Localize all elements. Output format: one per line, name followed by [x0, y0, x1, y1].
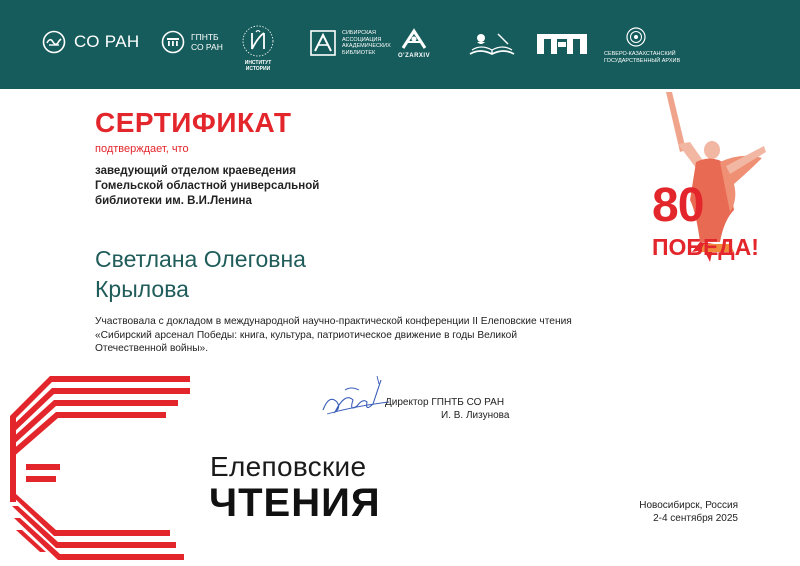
institute-logo-text — [245, 60, 272, 72]
soran-emblem-icon — [42, 30, 66, 54]
certificate-body-text — [95, 315, 695, 356]
victory-80-number: 80 — [652, 179, 704, 232]
director-block — [385, 396, 545, 422]
event-title-line-2: ЧТЕНИЯ — [209, 481, 381, 525]
certificate-subtitle: подтверждает, что — [95, 143, 189, 155]
gpntb-emblem-icon — [161, 30, 185, 54]
gpntb-logo — [161, 30, 223, 54]
position-line-3: библиотеки им. В.И.Ленина — [95, 195, 252, 207]
book-logo — [468, 30, 516, 58]
recipient-name-line-2: Крылова — [95, 276, 189, 302]
institute-history-logo — [238, 24, 278, 72]
kazakhstan-archive-text: СЕВЕРО-КАЗАХСТАНСКИЙ ГОСУДАРСТВЕННЫЙ АРХИВ — [604, 51, 681, 64]
gpntb-logo-text-2: СО РАН — [191, 42, 223, 52]
ozarxiv-emblem-icon — [399, 28, 429, 52]
event-place: Новосибирск, Россия — [639, 500, 738, 511]
recipient-name-line-1: Светлана Олеговна — [95, 246, 306, 272]
position-line-1: заведующий отделом краеведения — [95, 165, 296, 177]
siberian-association-text: СИБИРСКАЯ АССОЦИАЦИЯ АКАДЕМИЧЕСКИХ БИБЛИОТЕК — [342, 30, 391, 56]
mm-logo — [537, 34, 587, 54]
position-line-2: Гомельской областной универсальной — [95, 180, 320, 192]
director-title: Директор ГПНТБ СО РАН — [385, 397, 505, 408]
institute-emblem-icon — [238, 24, 278, 58]
open-book-icon — [468, 30, 516, 58]
ozarxiv-logo — [398, 28, 430, 59]
event-dates: 2-4 сентября 2025 — [653, 513, 738, 524]
body-line-2: «Сибирский арсенал Победы: книга, культура, патриотическое движение в годы Великой — [95, 329, 518, 341]
body-line-1: Участвовала с докладом в международной научно-практической конференции II Елеповские чтения — [95, 316, 572, 327]
soran-logo — [42, 30, 139, 54]
recipient-position — [95, 164, 395, 209]
institute-logo-text-1: ИНСТИТУТ — [244, 60, 272, 66]
siberian-association-logo — [310, 30, 402, 56]
recipient-name — [95, 244, 435, 304]
mm-emblem-icon — [537, 34, 587, 54]
event-place-dates — [639, 499, 738, 525]
soran-logo-text: СО РАН — [74, 32, 140, 51]
siberian-association-icon — [310, 30, 336, 56]
striped-e-emblem — [0, 370, 200, 566]
ozarxiv-logo-text: O'ZARXIV — [398, 53, 431, 59]
event-title-line-1: Елеповские — [210, 451, 367, 482]
body-line-3: Отечественной войны». — [95, 343, 209, 354]
director-name: И. В. Лизунова — [441, 410, 510, 421]
header-band — [0, 0, 800, 89]
gpntb-logo-text-1: ГПНТБ — [191, 32, 219, 42]
director-signature — [315, 372, 395, 420]
gpntb-logo-text — [191, 32, 223, 52]
victory-word: ПОБЕДА! — [652, 234, 759, 260]
kazakhstan-archive-logo — [604, 30, 694, 70]
certificate-title: СЕРТИФИКАТ — [95, 107, 292, 138]
kazakhstan-archive-emblem-icon — [626, 27, 646, 47]
institute-logo-text-2: ИСТОРИИ — [245, 66, 271, 72]
